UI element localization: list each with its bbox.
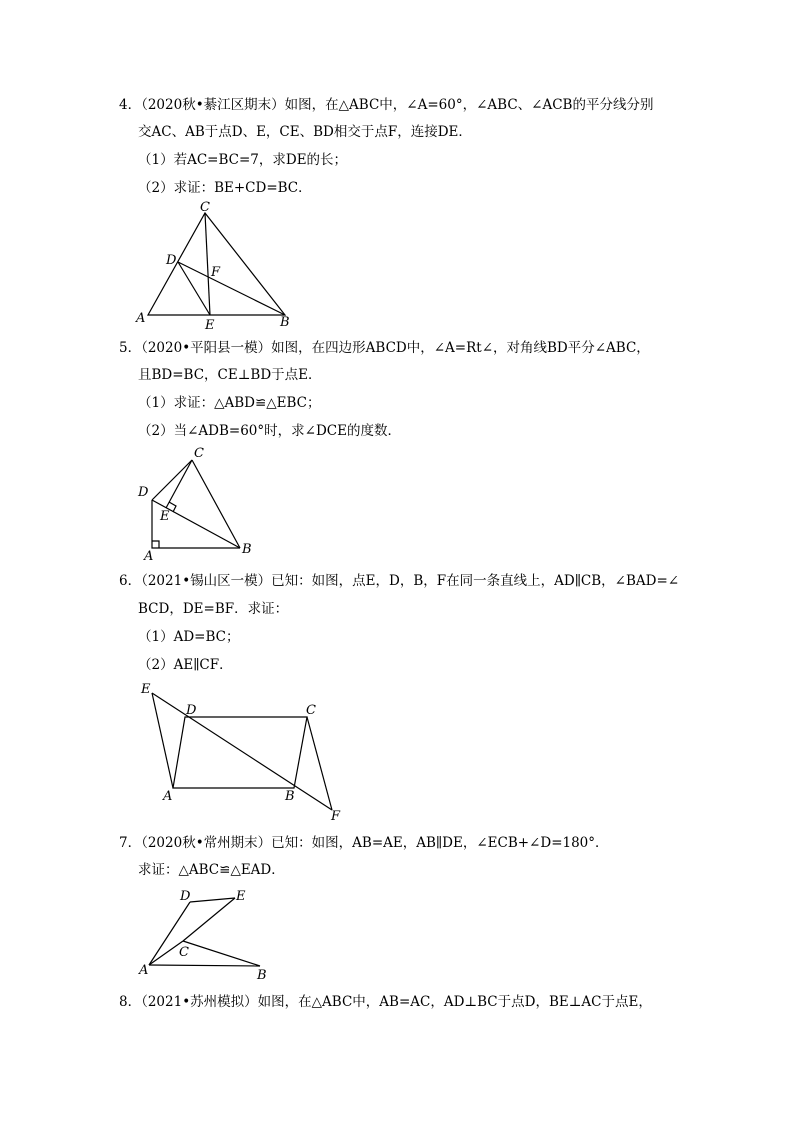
label-d: D [186,703,197,718]
problem-4-question-2: （2）求证：BE+CD=BC． [138,180,312,196]
segment-cb [183,941,260,966]
problem-4-question-1: （1）若AC=BC=7，求DE的长； [138,152,348,168]
label-c: C [179,945,189,960]
problem-4-line-2: 交AC、AB于点D、E，CE、BD相交于点F，连接DE． [138,124,472,140]
problem-5-figure [132,444,262,562]
right-angle-mark-a [152,541,159,548]
label-a: A [144,549,154,564]
label-c: C [306,703,316,718]
segment-dc [152,460,192,500]
label-d: D [180,889,191,904]
label-f: F [211,265,221,280]
label-a: A [139,963,149,978]
problem-8-line-1: 8．（2021•苏州模拟）如图，在△ABC中，AB=AC，AD⊥BC于点D，BE⊥AC于点E， [119,994,652,1010]
problem-6-figure [135,680,355,822]
problem-5-line-2: 且BD=BC，CE⊥BD于点E． [138,367,322,383]
label-b: B [285,789,295,804]
problem-5-question-2: （2）当∠ADB=60°时，求∠DCE的度数． [138,423,401,439]
label-e: E [141,682,151,697]
segment-ea [152,693,173,788]
label-d: D [166,253,177,268]
segment-ab [149,965,260,966]
problem-5-question-1: （1）求证：△ABD≌△EBC； [138,395,321,411]
problem-6-question-2: （2）AE∥CF． [138,657,233,673]
segment-de [190,898,235,902]
segment-ac [149,941,183,965]
problem-4-figure [130,198,300,333]
label-b: B [242,542,252,557]
label-b: B [257,968,267,983]
parallelogram-adcb [173,717,307,788]
problem-6-question-1: （1）AD=BC； [138,629,240,645]
problem-7-line-1: 7．（2020秋•常州期末）已知：如图，AB=AE，AB∥DE，∠ECB+∠D=180°． [119,835,609,851]
label-a: A [136,311,146,326]
label-f: F [331,809,341,824]
problem-6-line-2: BCD，DE=BF．求证： [138,601,289,617]
label-e: E [205,318,215,333]
label-c: C [194,446,204,461]
label-d: D [138,485,149,500]
problem-4-line-1: 4．（2020秋•綦江区期末）如图，在△ABC中，∠A=60°，∠ABC、∠ACB的平分线分别 [119,97,654,113]
label-a: A [163,789,173,804]
label-c: C [200,200,210,215]
label-e: E [236,889,246,904]
label-b: B [280,315,290,330]
problem-7-line-2: 求证：△ABC≌△EAD． [138,862,285,878]
problem-5-line-1: 5．（2020•平阳县一模）如图，在四边形ABCD中，∠A=Rt∠，对角线BD平分∠ABC， [119,340,650,356]
segment-ce [205,213,210,315]
problem-7-figure [135,886,275,981]
problem-6-line-1: 6．（2021•锡山区一模）已知：如图，点E，D，B，F在同一条直线上，AD∥CB，∠BAD=∠ [119,573,680,589]
segment-ce [166,460,192,508]
segment-ec [183,898,235,941]
label-e: E [160,509,170,524]
